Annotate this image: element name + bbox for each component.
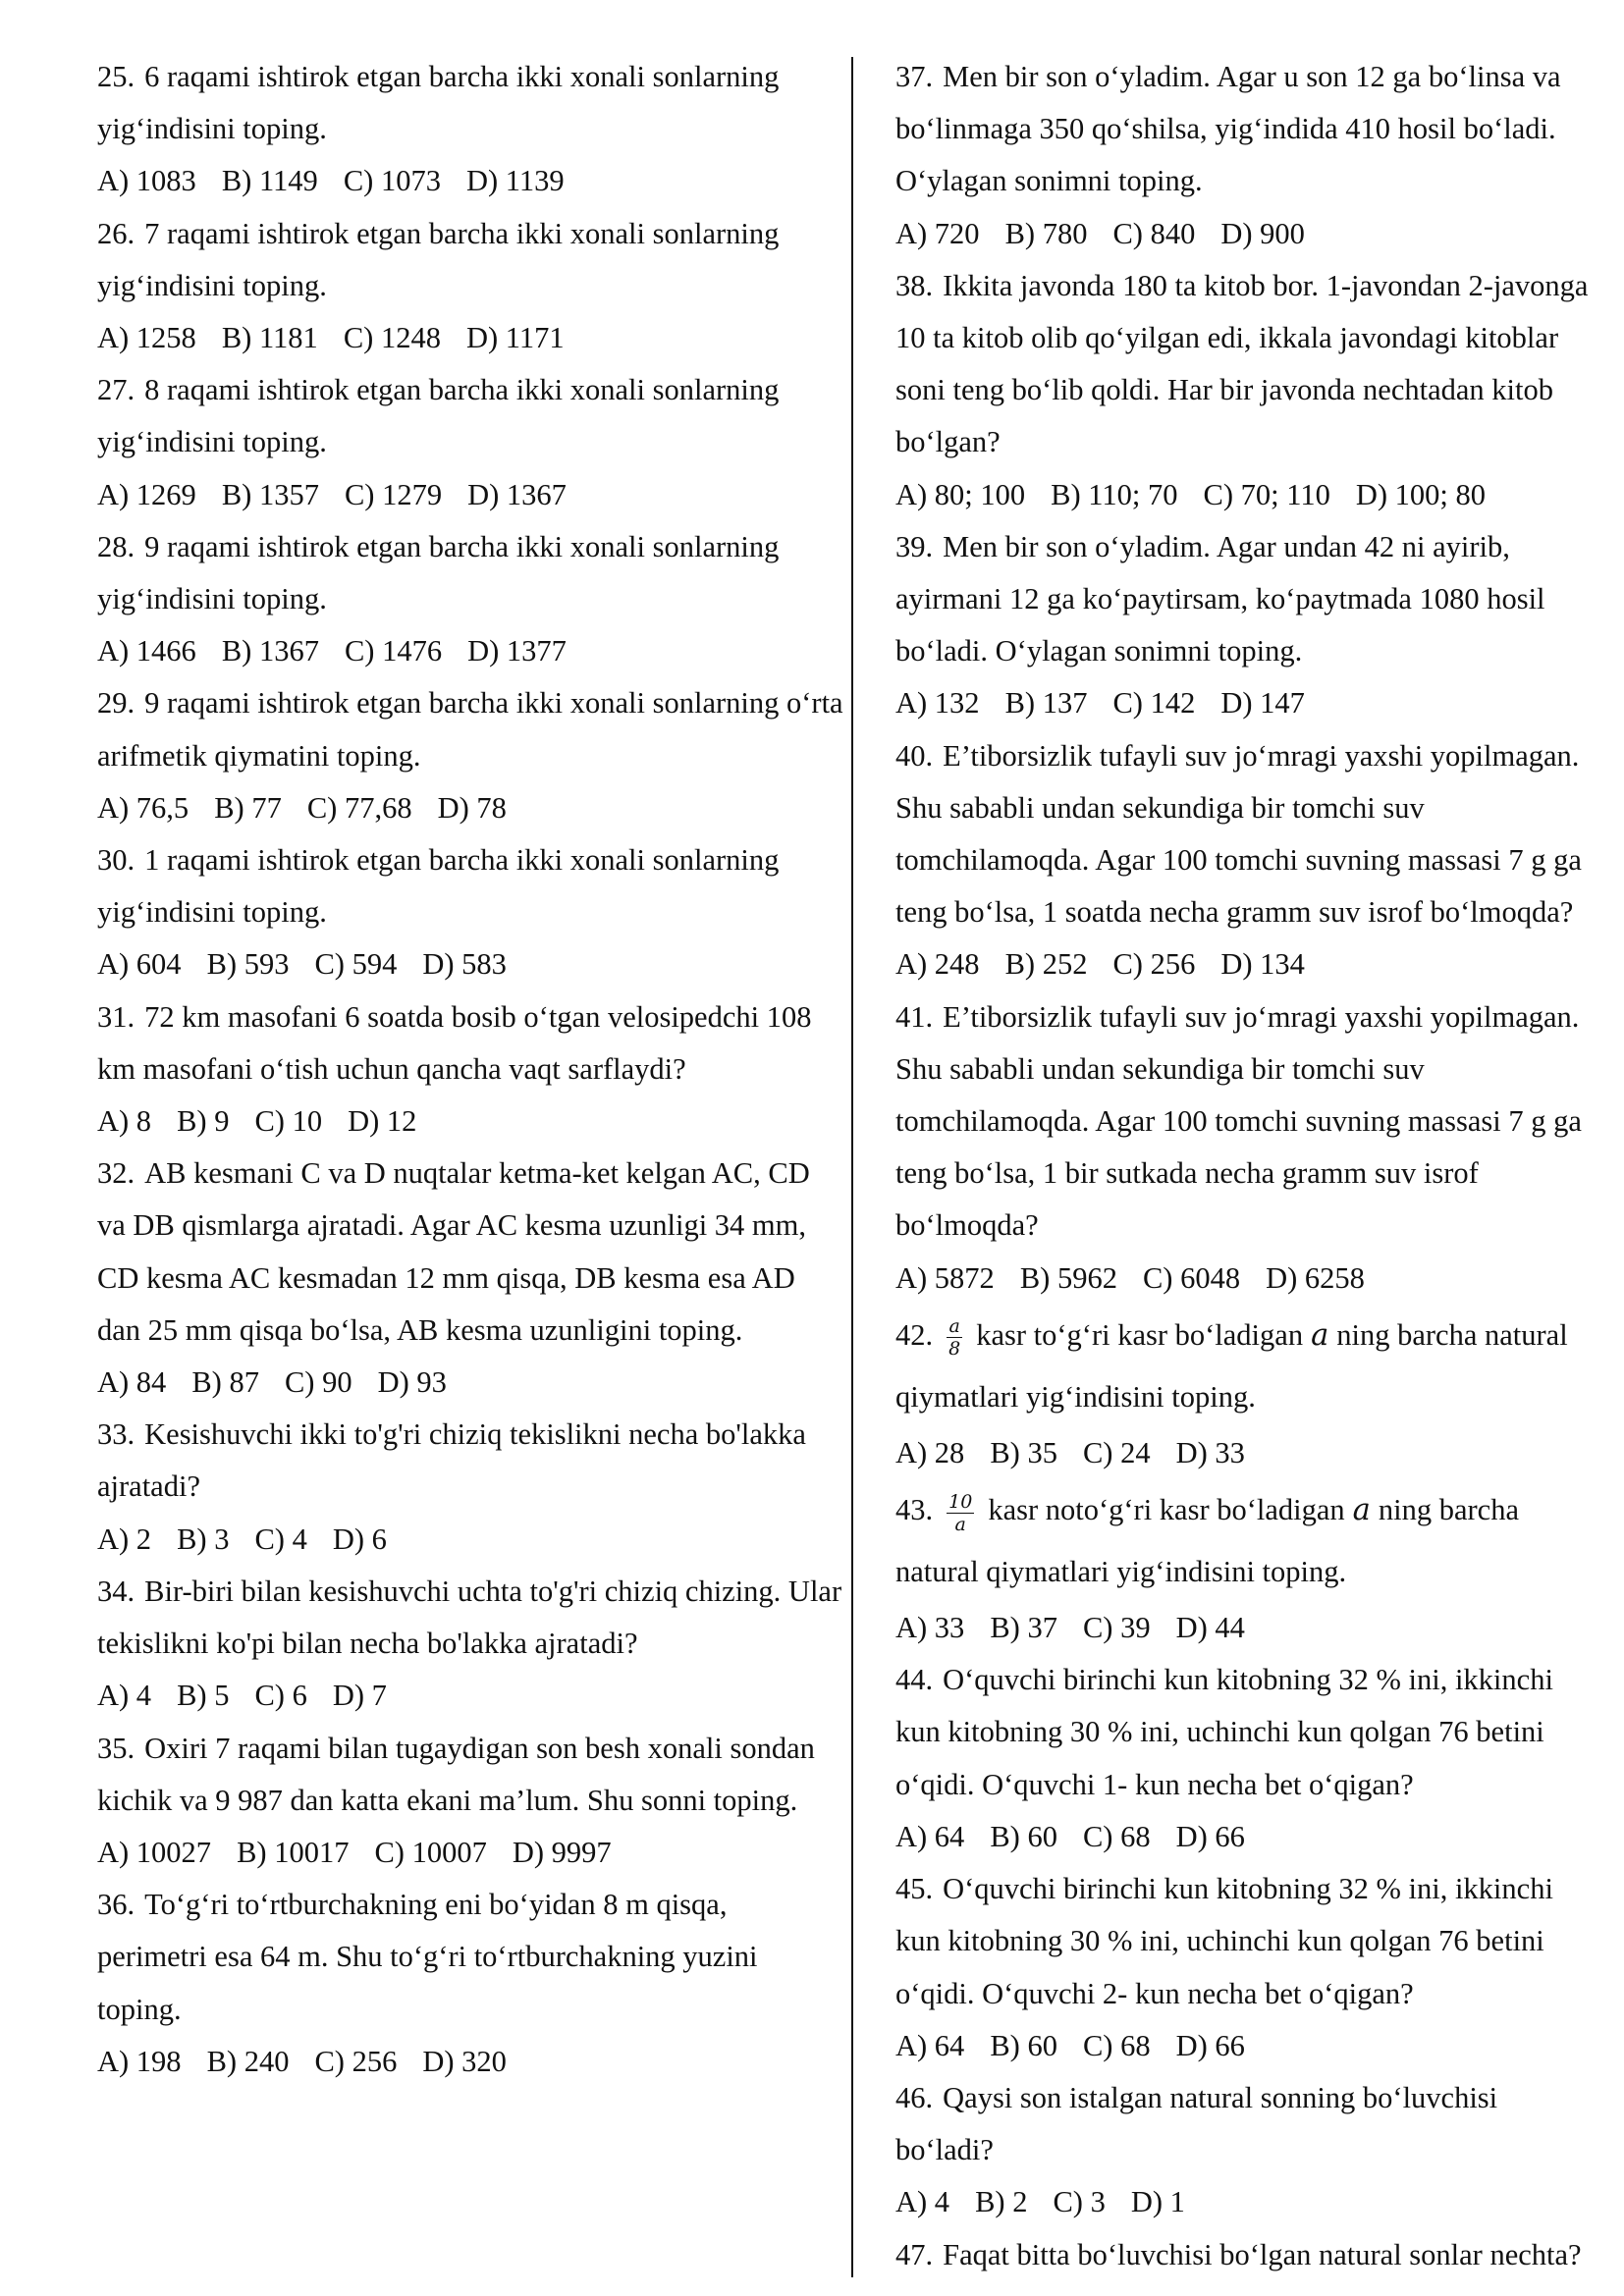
question-45 [895, 1863, 1602, 2072]
option-d[interactable]: D) 93 [377, 1365, 447, 1400]
question-number: 44. [895, 1663, 934, 1697]
question-number: 25. [97, 60, 135, 93]
question-27 [97, 364, 843, 521]
answer-options [97, 1827, 843, 1879]
question-text: 9 raqami ishtirok etgan barcha ikki xonali sonlarning o‘rta arifmetik qiymatini toping. [97, 686, 843, 773]
option-c[interactable]: C) 142 [1112, 686, 1196, 721]
answer-options [97, 625, 843, 677]
option-b[interactable]: B) 2 [975, 2185, 1028, 2219]
option-c[interactable]: C) 4 [254, 1522, 307, 1556]
option-a[interactable]: A) 1083 [97, 164, 196, 198]
option-b[interactable]: B) 77 [214, 790, 282, 825]
option-c[interactable]: C) 39 [1082, 1611, 1151, 1645]
answer-options [895, 1811, 1602, 1863]
option-d[interactable]: D) 9997 [512, 1835, 612, 1869]
question-40 [895, 730, 1602, 991]
option-a[interactable]: A) 28 [895, 1435, 965, 1469]
option-c[interactable]: C) 70; 110 [1203, 477, 1330, 511]
option-a[interactable]: A) 604 [97, 947, 182, 982]
answer-options [97, 938, 843, 990]
question-text-before: kasr to‘g‘ri kasr bo‘ladigan [976, 1317, 1304, 1352]
option-d[interactable]: D) 44 [1175, 1611, 1245, 1645]
question-text-before: kasr noto‘g‘ri kasr bo‘ladigan [988, 1493, 1345, 1527]
answer-options [97, 2036, 843, 2088]
option-d[interactable]: D) 1367 [467, 477, 567, 511]
question-text: Oxiri 7 raqami bilan tugaydigan son besh xonali sondan kichik va 9 987 dan katta ekani ma’lum. Shu sonni toping. [97, 1731, 815, 1817]
option-d[interactable]: D) 100; 80 [1355, 477, 1487, 511]
option-c[interactable]: C) 10 [254, 1104, 323, 1139]
option-c[interactable]: C) 6048 [1142, 1260, 1241, 1295]
question-30 [97, 834, 843, 991]
option-d[interactable]: D) 6258 [1266, 1260, 1365, 1295]
question-text: 9 raqami ishtirok etgan barcha ikki xonali sonlarning yig‘indisini toping. [97, 529, 780, 616]
option-c[interactable]: C) 77,68 [306, 790, 412, 825]
option-b[interactable]: B) 593 [206, 947, 290, 982]
question-text-after: ning barcha natural qiymatlari yig‘indisini toping. [895, 1493, 1519, 1589]
question-text: Kesishuvchi ikki to'g'ri chiziq tekislikni necha bo'lakka ajratadi? [97, 1417, 806, 1504]
option-c[interactable]: C) 256 [314, 2044, 398, 2078]
question-46 [895, 2072, 1602, 2229]
question-number: 30. [97, 843, 135, 878]
question-number: 40. [895, 738, 934, 773]
answer-options [97, 1357, 843, 1409]
question-text: 1 raqami ishtirok etgan barcha ikki xonali sonlarning yig‘indisini toping. [97, 843, 780, 930]
question-number: 41. [895, 999, 934, 1034]
variable: a [1352, 1493, 1371, 1528]
option-a[interactable]: A) 1258 [97, 321, 196, 355]
question-42 [895, 1305, 1602, 1479]
option-d[interactable]: D) 134 [1220, 947, 1305, 982]
option-b[interactable]: B) 240 [206, 2044, 290, 2078]
answer-options [895, 2020, 1602, 2072]
question-41 [895, 991, 1602, 1305]
option-d[interactable]: D) 33 [1175, 1435, 1245, 1469]
option-a[interactable]: A) 64 [895, 2028, 965, 2062]
fraction [947, 1315, 962, 1360]
question-text: 8 raqami ishtirok etgan barcha ikki xonali sonlarning yig‘indisini toping. [97, 373, 780, 459]
option-c[interactable]: C) 594 [314, 947, 398, 982]
question-39 [895, 521, 1602, 730]
option-d[interactable]: D) 320 [422, 2044, 507, 2078]
question-text: Men bir son o‘yladim. Agar u son 12 ga bo‘linsa va bo‘linmaga 350 qo‘shilsa, yig‘indida 410 hosil bo‘ladi. O‘ylagan sonimni toping. [895, 60, 1561, 198]
question-31 [97, 991, 843, 1148]
option-c[interactable]: C) 840 [1112, 216, 1196, 250]
question-35 [97, 1723, 843, 1880]
option-a[interactable]: A) 132 [895, 686, 980, 721]
question-number: 46. [895, 2080, 934, 2114]
question-number: 36. [97, 1888, 135, 1922]
option-b[interactable]: B) 110; 70 [1051, 477, 1178, 511]
question-number: 42. [895, 1317, 934, 1352]
option-c[interactable]: C) 24 [1082, 1435, 1151, 1469]
option-a[interactable]: A) 720 [895, 216, 980, 250]
option-b[interactable]: B) 10017 [237, 1835, 350, 1869]
question-26 [97, 208, 843, 365]
option-d[interactable]: D) 66 [1175, 2028, 1245, 2062]
option-b[interactable]: B) 1149 [221, 164, 318, 198]
option-d[interactable]: D) 12 [348, 1104, 417, 1139]
answer-options [97, 469, 843, 521]
question-text: E’tiborsizlik tufayli suv jo‘mragi yaxshi yopilmagan. Shu sababli undan sekundiga bir tomchi suv tomchilamoqda. Agar 100 tomchi suvning massasi 7 g ga teng bo‘lsa, 1 soatda necha gramm suv isrof bo‘lmoqda? [895, 738, 1582, 930]
right-column [895, 51, 1602, 2281]
option-d[interactable]: D) 78 [437, 790, 507, 825]
option-b[interactable]: B) 35 [990, 1435, 1057, 1469]
option-d[interactable]: D) 1377 [467, 634, 567, 668]
question-28 [97, 521, 843, 678]
option-b[interactable]: B) 137 [1004, 686, 1088, 721]
option-a[interactable]: A) 76,5 [97, 790, 189, 825]
option-a[interactable]: A) 4 [895, 2185, 950, 2219]
option-d[interactable]: D) 900 [1220, 216, 1305, 250]
question-text: Faqat bitta bo‘luvchisi bo‘lgan natural sonlar nechta? [943, 2237, 1582, 2271]
option-a[interactable]: A) 1269 [97, 477, 196, 511]
variable: a [1311, 1317, 1329, 1353]
option-b[interactable]: B) 60 [990, 1819, 1057, 1853]
question-32 [97, 1148, 843, 1409]
question-number: 39. [895, 529, 934, 563]
answer-options [97, 782, 843, 834]
option-c[interactable]: C) 68 [1082, 1819, 1151, 1853]
option-c[interactable]: C) 6 [254, 1679, 307, 1713]
fraction-numerator: 10 [948, 1490, 973, 1513]
option-d[interactable]: D) 1171 [465, 321, 565, 355]
option-d[interactable]: D) 6 [332, 1522, 387, 1556]
fraction-denominator: a [954, 1513, 966, 1535]
option-b[interactable]: B) 87 [191, 1365, 259, 1400]
option-b[interactable]: B) 9 [177, 1104, 230, 1139]
question-number: 38. [895, 268, 934, 302]
answer-options [97, 1514, 843, 1566]
option-a[interactable]: A) 2 [97, 1522, 152, 1556]
option-b[interactable]: B) 37 [990, 1611, 1057, 1645]
option-a[interactable]: A) 5872 [895, 1260, 995, 1295]
answer-options [895, 1253, 1602, 1305]
option-c[interactable]: C) 1073 [343, 164, 441, 198]
option-d[interactable]: D) 7 [332, 1679, 387, 1713]
answer-options [895, 938, 1602, 990]
option-d[interactable]: D) 147 [1220, 686, 1305, 721]
option-a[interactable]: A) 64 [895, 1819, 965, 1853]
option-d[interactable]: D) 583 [422, 947, 507, 982]
answer-options [895, 677, 1602, 729]
question-number: 43. [895, 1493, 934, 1527]
option-a[interactable]: A) 198 [97, 2044, 182, 2078]
fraction-numerator: a [947, 1315, 962, 1338]
option-c[interactable]: C) 3 [1053, 2185, 1106, 2219]
question-text: 6 raqami ishtirok etgan barcha ikki xonali sonlarning yig‘indisini toping. [97, 60, 780, 146]
answer-options [97, 1670, 843, 1722]
question-text: Men bir son o‘yladim. Agar undan 42 ni ayirib, ayirmani 12 ga ko‘paytirsam, ko‘paytmada 1080 hosil bo‘ladi. O‘ylagan sonimni toping. [895, 529, 1545, 668]
question-number: 47. [895, 2237, 934, 2271]
option-b[interactable]: B) 5962 [1019, 1260, 1117, 1295]
fraction-denominator: 8 [948, 1338, 961, 1361]
fraction [947, 1491, 974, 1535]
option-b[interactable]: B) 780 [1004, 216, 1088, 250]
option-b[interactable]: B) 5 [177, 1679, 230, 1713]
question-number: 27. [97, 373, 135, 407]
question-37 [895, 51, 1602, 260]
option-c[interactable]: C) 10007 [374, 1835, 487, 1869]
question-number: 33. [97, 1417, 135, 1452]
option-b[interactable]: B) 60 [990, 2028, 1057, 2062]
option-b[interactable]: B) 1367 [221, 634, 319, 668]
question-47 [895, 2229, 1602, 2281]
answer-options [97, 1095, 843, 1148]
question-34 [97, 1566, 843, 1723]
answer-options [97, 155, 843, 207]
option-a[interactable]: A) 8 [97, 1104, 152, 1139]
option-c[interactable]: C) 256 [1112, 947, 1196, 982]
option-a[interactable]: A) 80; 100 [895, 477, 1026, 511]
answer-options [895, 1427, 1602, 1479]
option-c[interactable]: C) 90 [284, 1365, 352, 1400]
column-divider [851, 57, 853, 2277]
question-text: O‘quvchi birinchi kun kitobning 32 % ini, ikkinchi kun kitobning 30 % ini, uchinchi kun qolgan 76 betini o‘qidi. O‘quvchi 2- kun necha bet o‘qigan? [895, 1872, 1553, 2010]
question-number: 31. [97, 999, 135, 1034]
question-43 [895, 1479, 1602, 1654]
option-c[interactable]: C) 1248 [343, 321, 441, 355]
question-text: E’tiborsizlik tufayli suv jo‘mragi yaxshi yopilmagan. Shu sababli undan sekundiga bir tomchi suv tomchilamoqda. Agar 100 tomchi suvning massasi 7 g ga teng bo‘lsa, 1 bir sutkada necha gramm suv isrof bo‘lmoqda? [895, 999, 1582, 1243]
question-number: 45. [895, 1872, 934, 1906]
option-c[interactable]: C) 68 [1082, 2028, 1151, 2062]
question-text: Bir-biri bilan kesishuvchi uchta to'g'ri chiziq chizing. Ular tekislikni ko'pi bilan necha bo'lakka ajratadi? [97, 1574, 842, 1661]
question-number: 35. [97, 1731, 135, 1765]
question-text: Qaysi son istalgan natural sonning bo‘luvchisi bo‘ladi? [895, 2080, 1498, 2167]
question-38 [895, 260, 1602, 521]
answer-options [895, 2176, 1602, 2228]
option-b[interactable]: B) 252 [1004, 947, 1088, 982]
option-a[interactable]: A) 4 [97, 1679, 152, 1713]
question-29 [97, 677, 843, 834]
question-text-after: ning barcha natural qiymatlari yig‘indisini toping. [895, 1317, 1568, 1414]
question-text: Ikkita javonda 180 ta kitob bor. 1-javondan 2-javonga 10 ta kitob olib qo‘yilgan edi, ikkala javondagi kitoblar soni teng bo‘lib qoldi. Har bir javonda nechtadan kitob bo‘lgan? [895, 268, 1589, 459]
option-a[interactable]: A) 10027 [97, 1835, 212, 1869]
option-d[interactable]: D) 1139 [465, 164, 565, 198]
question-25 [97, 51, 843, 208]
question-text: 7 raqami ishtirok etgan barcha ikki xonali sonlarning yig‘indisini toping. [97, 216, 780, 302]
option-b[interactable]: B) 3 [177, 1522, 230, 1556]
question-number: 28. [97, 529, 135, 563]
question-number: 26. [97, 216, 135, 250]
option-b[interactable]: B) 1181 [221, 321, 318, 355]
answer-options [895, 1602, 1602, 1654]
option-a[interactable]: A) 33 [895, 1611, 965, 1645]
option-d[interactable]: D) 66 [1175, 1819, 1245, 1853]
question-number: 37. [895, 60, 934, 93]
option-a[interactable]: A) 1466 [97, 634, 196, 668]
question-44 [895, 1654, 1602, 1863]
option-a[interactable]: A) 84 [97, 1365, 167, 1400]
answer-options [895, 208, 1602, 260]
question-text: 72 km masofani 6 soatda bosib o‘tgan velosipedchi 108 km masofani o‘tish uchun qancha vaqt sarflaydi? [97, 999, 812, 1086]
question-number: 32. [97, 1156, 135, 1191]
question-text: To‘g‘ri to‘rtburchakning eni bo‘yidan 8 m qisqa, perimetri esa 64 m. Shu to‘g‘ri to‘rtburchakning yuzini toping. [97, 1888, 758, 2026]
answer-options [97, 312, 843, 364]
answer-options [895, 469, 1602, 521]
option-c[interactable]: C) 1279 [344, 477, 443, 511]
question-number: 29. [97, 686, 135, 721]
option-a[interactable]: A) 248 [895, 947, 980, 982]
option-c[interactable]: C) 1476 [344, 634, 443, 668]
question-text: AB kesmani C va D nuqtalar ketma-ket kelgan AC, CD va DB qismlarga ajratadi. Agar AC kesma uzunligi 34 mm, CD kesma AC kesmadan 12 mm qisqa, DB kesma esa AD dan 25 mm qisqa bo‘lsa, AB kesma uzunligini toping. [97, 1156, 810, 1347]
question-text: O‘quvchi birinchi kun kitobning 32 % ini, ikkinchi kun kitobning 30 % ini, uchinchi kun qolgan 76 betini o‘qidi. O‘quvchi 1- kun necha bet o‘qigan? [895, 1663, 1553, 1801]
question-33 [97, 1409, 843, 1566]
left-column [97, 51, 843, 2088]
option-d[interactable]: D) 1 [1130, 2185, 1185, 2219]
question-number: 34. [97, 1574, 135, 1608]
option-b[interactable]: B) 1357 [221, 477, 319, 511]
question-36 [97, 1879, 843, 2088]
